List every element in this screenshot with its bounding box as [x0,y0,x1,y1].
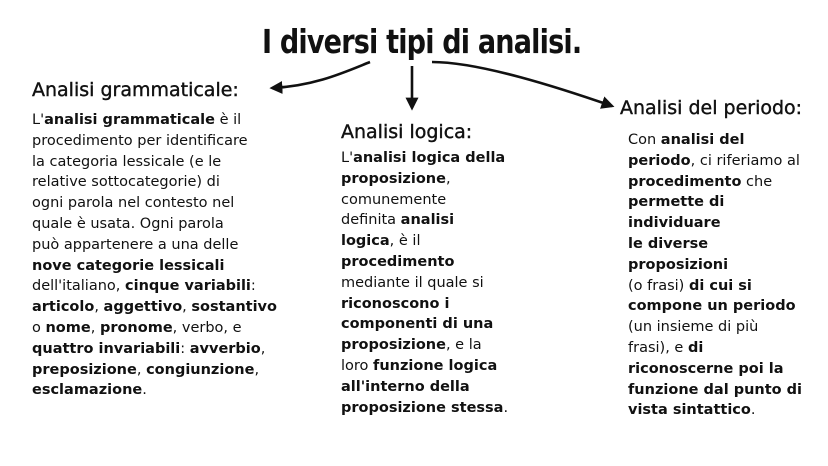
text-line [628,234,813,276]
bold-run: vista sintattico [628,402,751,419]
text-line [341,252,516,273]
bold-run: congiunzione [146,361,255,378]
bold-run: avverbio [189,340,261,357]
text-line [341,398,516,419]
bold-run: analisi grammaticale [44,112,215,128]
bold-run: analisi del [660,132,745,148]
bold-run: periodo [628,152,691,169]
bold-run: esclamazione [32,382,143,399]
text-line [32,297,277,318]
text-line [341,377,516,398]
bold-run: pronome [99,319,173,336]
text-line [341,210,516,231]
text-run: , [136,361,147,378]
text-line [32,110,277,131]
text-run: frasi), e [628,339,688,356]
bold-run: all'interno della [341,378,470,395]
text-run: (o frasi) [628,277,689,294]
text-line [32,380,277,401]
text-run: , è il [389,233,421,250]
text-run: , ci riferiamo al [690,152,800,169]
bold-run: di cui si [688,277,752,294]
text-run: comunemente [341,191,447,208]
text-run: L' [32,112,45,128]
text-line [341,356,516,377]
bold-run: procedimento [628,173,742,190]
bold-run: analisi [400,212,455,229]
text-line [628,317,813,338]
text-line [32,360,277,381]
text-line [628,276,813,297]
bold-run: funzione logica [373,357,498,374]
text-line [32,172,277,193]
text-line [628,296,813,317]
text-logica [341,148,516,418]
text-line [341,169,516,190]
text-line [32,193,277,214]
arrow-to-periodo [432,62,612,106]
text-grammaticale [32,110,277,401]
bold-run: sostantivo [191,299,277,316]
bold-run: riconoscerne poi la [628,360,784,377]
bold-run: quattro invariabili [32,340,181,357]
text-run: , [90,319,100,336]
bold-run: logica [341,233,390,250]
text-run: può appartenere a una delle [32,236,239,253]
text-run: procedimento per identificare [32,132,248,149]
bold-run: preposizione [32,361,137,378]
text-line [341,231,516,252]
text-run: L' [341,150,354,166]
text-line [628,338,813,359]
bold-run: cinque variabili [125,278,251,295]
text-run: relative sottocategorie) di [32,174,220,191]
text-run: o [32,319,46,336]
bold-run: le diverse proposizioni [628,235,729,273]
text-run: , [254,361,260,378]
bold-run: nove categorie lessicali [32,257,225,274]
text-line [628,130,813,151]
text-run: . [503,399,509,416]
bold-run: analisi logica della [353,150,506,166]
text-run: (un insieme di più [628,319,759,336]
text-line [32,339,277,360]
text-line [628,380,813,401]
text-run: definita [341,212,401,229]
text-run: , [445,170,451,187]
diagram-title: I diversi tipi di analisi. [262,22,582,61]
text-run: ogni parola nel contesto nel [32,195,235,212]
text-periodo [628,130,813,421]
bold-run: articolo [32,299,95,316]
text-run: Con [628,132,661,148]
arrow-to-grammaticale [272,62,370,88]
text-run: : [250,278,256,295]
text-run: . [142,382,147,399]
bold-run: compone un periodo [628,298,796,315]
text-run: che [741,173,773,190]
text-line [628,359,813,380]
text-run: dell'italiano, [32,278,125,295]
text-line [628,172,813,193]
bold-run: riconoscono i [341,295,450,312]
text-run: loro [341,357,374,374]
bold-run: aggettivo [103,299,183,316]
text-run: mediante il quale si [341,274,484,291]
text-run: : [180,340,190,357]
text-run: , verbo, e [172,319,242,336]
heading-grammaticale: Analisi grammaticale: [32,79,239,101]
bold-run: di [687,339,704,356]
bold-run: proposizione [341,170,446,187]
bold-run: proposizione stessa [341,399,504,416]
text-line [341,314,516,335]
text-line [32,318,277,339]
text-line [32,276,277,297]
text-line [32,235,277,256]
heading-periodo: Analisi del periodo: [620,97,803,119]
text-run: , [260,340,266,357]
text-run: è il [214,112,242,128]
bold-run: nome [45,319,91,336]
bold-run: permette di individuare [628,194,725,232]
text-run: , [182,299,192,316]
text-line [341,148,516,169]
text-line [341,273,516,294]
text-run: , [94,299,104,316]
bold-run: componenti di una [341,316,494,333]
bold-run: proposizione [341,337,446,354]
text-line [32,152,277,173]
text-run: la categoria lessicale (e le [32,153,222,170]
heading-logica: Analisi logica: [341,121,473,143]
text-line [628,151,813,172]
bold-run: procedimento [341,253,455,270]
text-line [32,131,277,152]
text-run: , e la [445,337,482,354]
text-run: quale è usata. Ogni parola [32,215,224,232]
text-line [341,294,516,315]
text-line [341,190,516,211]
text-line [341,335,516,356]
text-run: . [750,402,756,419]
bold-run: funzione dal punto di [628,381,803,398]
text-line [628,192,813,234]
text-line [628,400,813,421]
text-line [32,256,277,277]
text-line [32,214,277,235]
